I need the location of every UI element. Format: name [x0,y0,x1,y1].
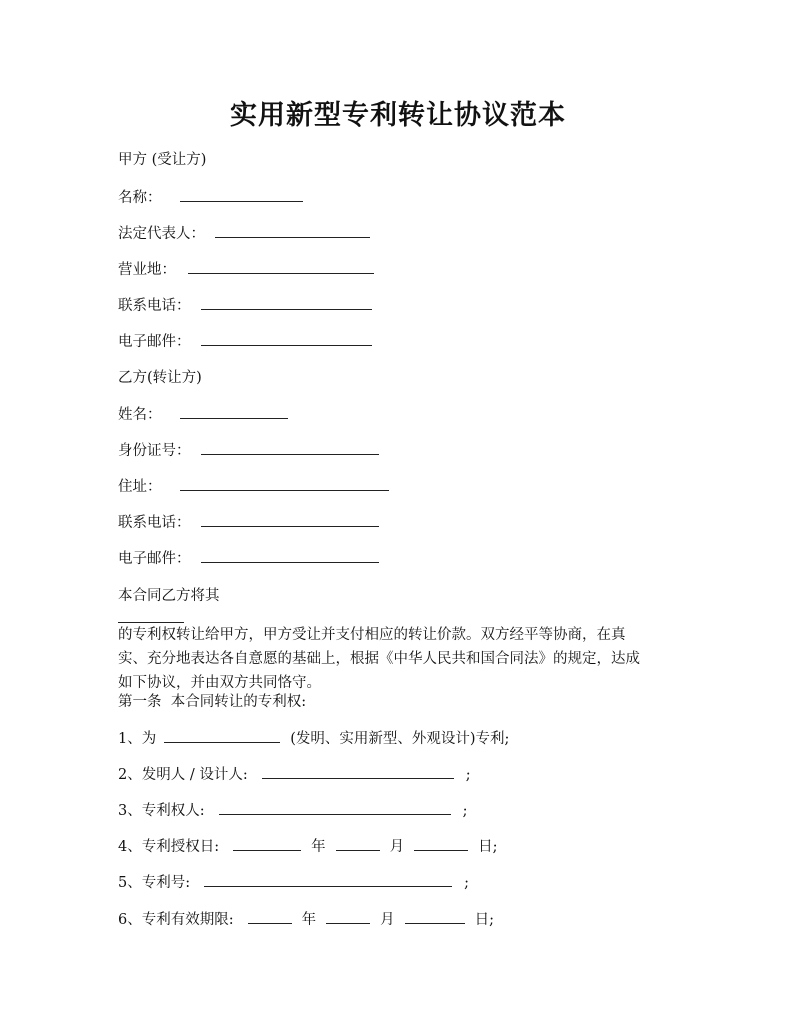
party-b-phone-field[interactable] [201,512,379,527]
item-1-prefix: 1、为 [118,731,157,747]
party-a-addr-row [118,259,378,280]
party-b-email-row [118,548,383,569]
item-2-prefix: 2、发明人 / 设计人: [118,767,248,783]
item-6-year: 年 [301,912,317,928]
grant-year-field[interactable] [233,836,301,851]
inventor-field[interactable] [262,764,454,779]
item-2-suffix: ; [465,767,471,783]
item-4-prefix: 4、专利授权日: [118,839,220,855]
party-b-addr-row [118,476,393,497]
validity-year-field[interactable] [248,909,292,924]
party-a-email-row [118,331,376,352]
intro-line-3: 实、充分地表达各自意愿的基础上，根据《中华人民共和国合同法》的规定，达成 [118,651,640,667]
article-1-item-4 [118,836,498,857]
item-5-suffix: ; [464,875,470,891]
party-b-name-label: 姓名： [118,407,162,423]
party-a-email-label: 电子邮件： [118,334,191,350]
party-b-phone-row [118,512,383,533]
party-a-rep-field[interactable] [215,223,370,238]
article-1-item-3 [118,800,468,821]
item-6-day: 日; [474,912,495,928]
item-5-prefix: 5、专利号: [118,875,191,891]
party-a-name-row [118,187,307,208]
grant-month-field[interactable] [336,836,380,851]
item-6-month: 月 [380,912,395,928]
party-b-id-label: 身份证号： [118,443,191,459]
intro-paragraph [118,584,688,695]
party-b-name-row [118,404,292,425]
party-b-heading: 乙方(转让方) [118,370,202,386]
party-b-id-field[interactable] [201,440,379,455]
item-4-day: 日; [478,839,498,855]
grant-day-field[interactable] [414,836,468,851]
party-b-email-label: 电子邮件： [118,551,191,567]
patentee-field[interactable] [219,800,451,815]
item-6-prefix: 6、专利有效期限: [118,912,234,928]
party-b-phone-label: 联系电话： [118,515,191,531]
patent-type-field[interactable] [164,728,280,743]
item-3-suffix: ; [462,803,468,819]
party-b-id-row [118,440,383,461]
party-b-addr-label: 住址： [118,479,162,495]
validity-month-field[interactable] [326,909,370,924]
patent-number-field[interactable] [204,872,452,887]
article-1-item-2 [118,764,471,785]
party-a-phone-label: 联系电话： [118,298,191,314]
intro-line-1 [118,584,688,623]
article-1-item-1 [118,728,509,749]
validity-day-field[interactable] [405,909,465,924]
party-a-addr-label: 营业地： [118,262,176,278]
party-a-rep-label: 法定代表人： [118,226,205,242]
party-a-phone-row [118,295,376,316]
party-a-phone-field[interactable] [201,295,372,310]
item-4-month: 月 [389,839,405,855]
party-a-name-label: 名称： [118,190,162,206]
item-3-prefix: 3、专利权人: [118,803,205,819]
article-1-item-5 [118,872,469,893]
intro-line-4: 如下协议，并由双方共同恪守。 [118,675,321,691]
party-b-name-field[interactable] [180,404,288,419]
document-title: 实用新型专利转让协议范本 [230,100,566,131]
intro-line-1-text: 本合同乙方将其 [118,588,220,604]
party-b-addr-field[interactable] [180,476,389,491]
intro-subject-field[interactable] [118,608,184,623]
article-1-item-6 [118,909,494,930]
item-4-year: 年 [311,839,326,855]
party-a-heading: 甲方 (受让方) [118,152,207,168]
party-a-name-field[interactable] [180,187,303,202]
party-a-rep-row [118,223,374,244]
intro-line-2: 的专利权转让给甲方，甲方受让并支付相应的转让价款。双方经平等协商，在真 [118,627,626,643]
party-a-addr-field[interactable] [188,259,374,274]
party-a-email-field[interactable] [201,331,372,346]
party-b-email-field[interactable] [201,548,379,563]
item-1-suffix: (发明、实用新型、外观设计)专利; [290,731,510,747]
article-1-heading: 第一条 本合同转让的专利权: [118,694,307,710]
